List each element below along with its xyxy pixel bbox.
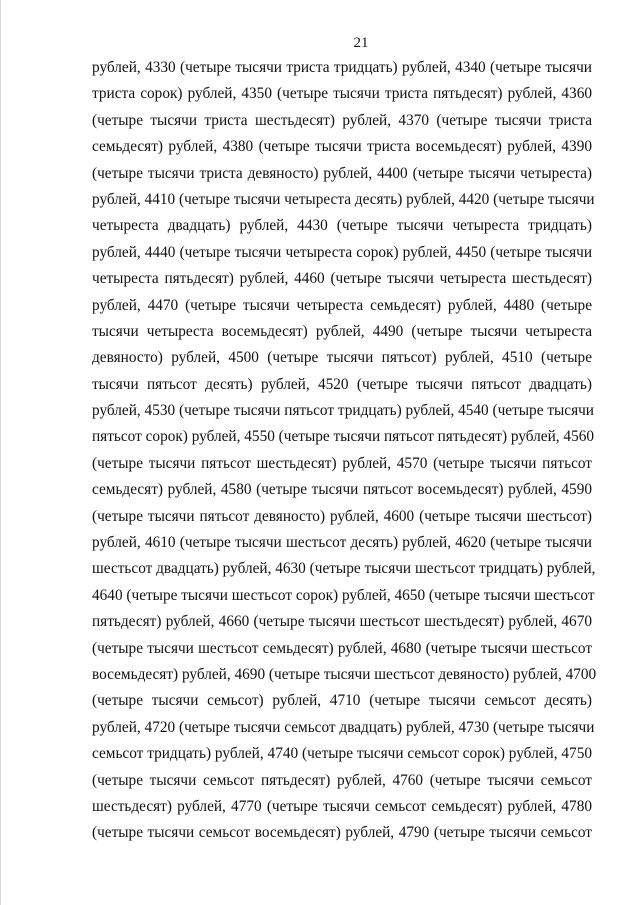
text-line: семьсот тридцать) рублей, 4740 (четыре тысячи семьсот сорок) рублей, 4750 xyxy=(92,745,592,763)
text-line: восемьдесят) рублей, 4690 (четыре тысячи шестьсот девяносто) рублей, 4700 xyxy=(92,665,597,683)
text-line: тысячи четыреста восемьдесят) рублей, 4490 (четыре тысячи четыреста xyxy=(92,322,592,340)
text-line: (четыре тысячи семьсот) рублей, 4710 (четыре тысячи семьсот десять) xyxy=(92,692,592,710)
text-line: (четыре тысячи семьсот восемьдесят) рублей, 4790 (четыре тысячи семьсот xyxy=(92,824,592,842)
text-line: шестьсот двадцать) рублей, 4630 (четыре тысячи шестьсот тридцать) рублей, xyxy=(92,560,596,578)
text-line: рублей, 4720 (четыре тысячи семьсот двадцать) рублей, 4730 (четыре тысячи xyxy=(92,718,595,736)
text-line: триста сорок) рублей, 4350 (четыре тысячи триста пятьдесят) рублей, 4360 xyxy=(92,85,592,103)
text-line: шестьдесят) рублей, 4770 (четыре тысячи семьсот семьдесят) рублей, 4780 xyxy=(92,797,592,815)
text-line: (четыре тысячи пятьсот шестьдесят) рублей, 4570 (четыре тысячи пятьсот xyxy=(92,454,592,472)
text-line: (четыре тысячи шестьсот семьдесят) рублей, 4680 (четыре тысячи шестьсот xyxy=(92,639,592,657)
page-number: 21 xyxy=(353,35,369,51)
text-line: 4640 (четыре тысячи шестьсот сорок) рублей, 4650 (четыре тысячи шестьсот xyxy=(92,586,595,604)
text-line: рублей, 4330 (четыре тысячи триста тридцать) рублей, 4340 (четыре тысячи xyxy=(92,59,592,76)
text-line: (четыре тысячи триста шестьдесят) рублей, 4370 (четыре тысячи триста xyxy=(92,111,592,129)
text-line: семьдесят) рублей, 4380 (четыре тысячи триста восемьдесят) рублей, 4390 xyxy=(92,138,592,156)
text-line: рублей, 4440 (четыре тысячи четыреста сорок) рублей, 4450 (четыре тысячи xyxy=(92,243,592,261)
text-line: пятьдесят) рублей, 4660 (четыре тысячи шестьсот шестьдесят) рублей, 4670 xyxy=(92,613,592,631)
text-line: (четыре тысячи пятьсот девяносто) рублей, 4600 (четыре тысячи шестьсот) xyxy=(92,507,592,525)
body-text xyxy=(92,55,597,847)
text-line: рублей, 4470 (четыре тысячи четыреста семьдесят) рублей, 4480 (четыре xyxy=(92,296,592,314)
text-line: рублей, 4610 (четыре тысячи шестьсот десять) рублей, 4620 (четыре тысячи xyxy=(92,534,592,552)
text-line: рублей, 4530 (четыре тысячи пятьсот тридцать) рублей, 4540 (четыре тысячи xyxy=(92,402,594,420)
text-line: четыреста пятьдесят) рублей, 4460 (четыре тысячи четыреста шестьдесят) xyxy=(92,270,592,288)
text-line: тысячи пятьсот десять) рублей, 4520 (четыре тысячи пятьсот двадцать) xyxy=(92,375,592,393)
text-line: пятьсот сорок) рублей, 4550 (четыре тысячи пятьсот пятьдесят) рублей, 4560 xyxy=(92,428,595,446)
text-line: (четыре тысячи семьсот пятьдесят) рублей, 4760 (четыре тысячи семьсот xyxy=(92,771,592,789)
text-line: четыреста двадцать) рублей, 4430 (четыре тысячи четыреста тридцать) xyxy=(92,217,592,235)
text-line: (четыре тысячи триста девяносто) рублей, 4400 (четыре тысячи четыреста) xyxy=(92,164,592,182)
text-line: девяносто) рублей, 4500 (четыре тысячи пятьсот) рублей, 4510 (четыре xyxy=(92,349,592,367)
text-line: семьдесят) рублей, 4580 (четыре тысячи пятьсот восемьдесят) рублей, 4590 xyxy=(92,481,592,499)
text-line: рублей, 4410 (четыре тысячи четыреста десять) рублей, 4420 (четыре тысячи xyxy=(92,190,595,208)
